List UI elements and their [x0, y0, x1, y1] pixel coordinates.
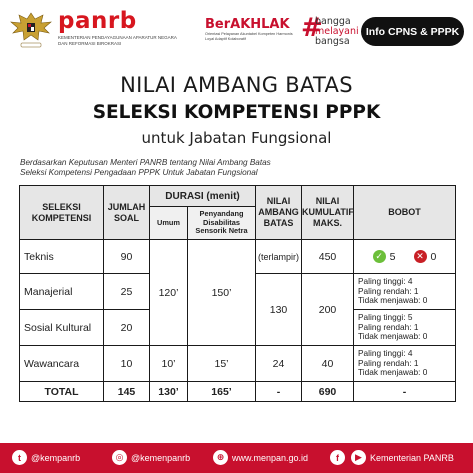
berakhlak-subtitle: Orientasi Pelayanan Akuntabel Kompeten Harmonis Loyal Adaptif Kolaboratif — [205, 32, 293, 41]
intro-line-2: Seleksi Kompetensi Pengadaan PPPK Untuk Jabatan Fungsional — [20, 168, 258, 177]
bobot-line: Paling rendah: 1 — [358, 285, 419, 296]
youtube-icon: ▶ — [351, 450, 366, 465]
total-nilai-kumulatif: 690 — [302, 382, 354, 402]
bobot-benar: 5 — [389, 250, 396, 263]
panrb-logo — [58, 8, 178, 46]
page-title: NILAI AMBANG BATAS — [120, 73, 353, 97]
row-bobot — [354, 310, 456, 346]
bobot-line: Paling tinggi: 5 — [358, 312, 413, 323]
header-disabilitas: Penyandang Disabilitas Sensorik Netra — [188, 207, 256, 240]
bobot-line: Paling rendah: 1 — [358, 357, 419, 368]
header-jumlah-soal: JUMLAH SOAL — [104, 186, 150, 240]
merged-nilai-ambang: 130 — [256, 274, 302, 346]
bobot-salah: 0 — [430, 250, 437, 263]
footer-instagram[interactable] — [112, 450, 190, 465]
row-jumlah: 10 — [104, 346, 150, 382]
footer-website[interactable] — [213, 450, 308, 465]
header-seleksi: SELEKSI KOMPETENSI — [20, 186, 104, 240]
header-nilai-kumulatif: NILAI KUMULATIF MAKS. — [302, 186, 354, 240]
berakhlak-title: BerAKHLAK — [205, 17, 290, 32]
bobot-line: Paling tinggi: 4 — [358, 276, 413, 287]
row-bobot — [354, 240, 456, 274]
total-jumlah: 145 — [104, 382, 150, 402]
total-nilai-ambang: - — [256, 382, 302, 402]
total-umum: 130’ — [150, 382, 188, 402]
bangga-melayani-bangsa-logo — [301, 13, 359, 47]
brand-name: panrb — [58, 8, 137, 34]
website-url: www.menpan.go.id — [232, 452, 309, 463]
total-bobot: - — [354, 382, 456, 402]
header-nilai-ambang: NILAI AMBANG BATAS — [256, 186, 302, 240]
instagram-handle: @kemenpanrb — [131, 452, 191, 463]
berakhlak-logo — [205, 17, 295, 41]
bangga-line-1: bangga — [315, 16, 351, 27]
footer — [0, 443, 473, 473]
bangga-line-2: melayani — [315, 26, 359, 37]
header-durasi: DURASI (menit) — [150, 186, 256, 207]
row-name: Sosial Kultural — [20, 310, 104, 346]
merged-umum: 120’ — [150, 240, 188, 346]
total-disabilitas: 165’ — [188, 382, 256, 402]
bobot-line: Tidak menjawab: 0 — [358, 331, 428, 342]
bobot-line: Paling tinggi: 4 — [358, 348, 413, 359]
merged-nilai-kumulatif: 200 — [302, 274, 354, 346]
merged-disabilitas: 150’ — [188, 240, 256, 346]
row-disabilitas: 15’ — [188, 346, 256, 382]
threshold-table — [19, 185, 456, 402]
footer-twitter[interactable] — [12, 450, 80, 465]
row-nilai-ambang: 24 — [256, 346, 302, 382]
hashtag-icon: # — [301, 13, 323, 43]
footer-facebook-youtube[interactable] — [330, 450, 454, 465]
row-name: Teknis — [20, 240, 104, 274]
globe-icon: ⊕ — [213, 450, 228, 465]
row-nilai-kumulatif: 40 — [302, 346, 354, 382]
page-subtitle: SELEKSI KOMPETENSI PPPK — [92, 102, 381, 123]
instagram-icon: ◎ — [112, 450, 127, 465]
row-nilai-kumulatif: 450 — [302, 240, 354, 274]
facebook-icon: f — [330, 450, 345, 465]
intro-text — [20, 158, 271, 178]
brand-subtitle: KEMENTERIAN PENDAYAGUNAAN APARATUR NEGARA DAN REFORMASI BIROKRASI — [58, 35, 177, 46]
header — [0, 0, 473, 60]
facebook-name: Kementerian PANRB — [370, 452, 454, 463]
row-name: Wawancara — [20, 346, 104, 382]
info-cpns-pppk-button[interactable]: Info CPNS & PPPK — [361, 17, 464, 46]
header-umum: Umum — [150, 207, 188, 240]
row-name: Manajerial — [20, 274, 104, 310]
bobot-line: Tidak menjawab: 0 — [358, 367, 428, 378]
bobot-line: Tidak menjawab: 0 — [358, 295, 428, 306]
intro-line-1: Berdasarkan Keputusan Menteri PANRB tentang Nilai Ambang Batas — [20, 158, 271, 167]
twitter-icon: t — [12, 450, 27, 465]
header-bobot: BOBOT — [354, 186, 456, 240]
garuda-emblem-icon — [8, 9, 54, 49]
table-row-total — [20, 382, 456, 402]
row-bobot — [354, 274, 456, 310]
row-umum: 10’ — [150, 346, 188, 382]
row-jumlah: 90 — [104, 240, 150, 274]
x-circle-icon: ✕ — [414, 250, 427, 263]
row-jumlah: 20 — [104, 310, 150, 346]
bobot-line: Paling rendah: 1 — [358, 321, 419, 332]
row-nilai-ambang: (terlampir) — [256, 240, 302, 274]
twitter-handle: @kempanrb — [31, 452, 81, 463]
check-circle-icon: ✓ — [373, 250, 386, 263]
bangga-line-3: bangsa — [315, 36, 350, 47]
table-row — [20, 240, 456, 274]
page-tagline: untuk Jabatan Fungsional — [141, 129, 332, 147]
total-label: TOTAL — [20, 382, 104, 402]
row-jumlah: 25 — [104, 274, 150, 310]
table-row — [20, 346, 456, 382]
row-bobot — [354, 346, 456, 382]
